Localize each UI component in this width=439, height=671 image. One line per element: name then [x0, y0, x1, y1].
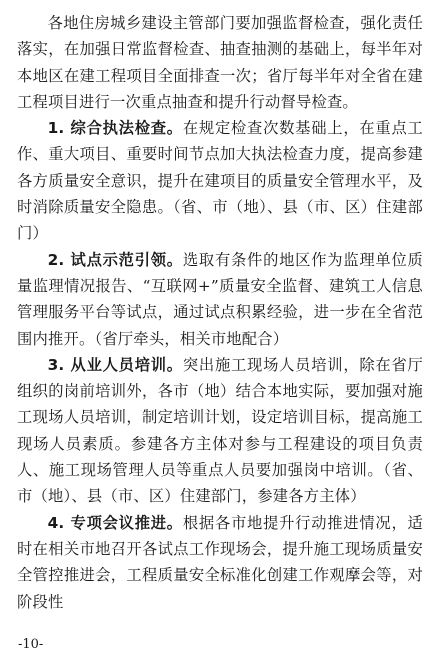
item-3-body: 突出施工现场人员培训，除在省厅组织的岗前培训外，各市（地）结合本地实际，要加强对施工现场人员培训，制定培训计划，设定培训目标，提高施工现场人员素质。参建各方主体对参与工程建设的项目负责人、施工现场管理人员等重点人员要加强岗中培训。（省、市（地）、县（市、区）住建部门，参建各方主体）	[17, 355, 423, 506]
item-1-paragraph	[17, 115, 423, 246]
item-4-paragraph	[17, 510, 423, 615]
item-4-body: 根据各市地提升行动推进情况，适时在相关市地召开各试点工作现场会，提升施工现场质量安全管控推进会，工程质量安全标准化创建工作观摩会等，对阶段性	[17, 513, 423, 611]
document-page	[17, 10, 423, 615]
item-2-paragraph	[17, 247, 423, 352]
item-4-heading: 4. 专项会议推进。	[47, 513, 183, 532]
item-2-body: 选取有条件的地区作为监理单位质量监理情况报告、“互联网+”质量安全监督、建筑工人信息管理服务平台等试点，通过试点积累经验，进一步在全省范围内推开。（省厅牵头，相关市地配合）	[17, 250, 423, 348]
page-number: -10-	[18, 637, 44, 652]
item-2-heading: 2. 试点示范引领。	[47, 250, 183, 269]
item-1-body: 在规定检查次数基础上，在重点工作、重大项目、重要时间节点加大执法检查力度，提高参建各方质量安全意识，提升在建项目的质量安全管理水平，及时消除质量安全隐患。（省、市（地）、县（市、区）住建部门）	[17, 119, 423, 243]
intro-paragraph: 各地住房城乡建设主管部门要加强监督检查，强化责任落实，在加强日常监督检查、抽查抽测的基础上，每半年对本地区在建工程项目全面排查一次；省厅每半年对全省在建工程项目进行一次重点抽查和提升行动督导检查。	[17, 14, 423, 111]
item-3-heading: 3. 从业人员培训。	[47, 355, 183, 374]
item-3-paragraph	[17, 352, 423, 510]
item-1-heading: 1. 综合执法检查。	[47, 119, 183, 138]
